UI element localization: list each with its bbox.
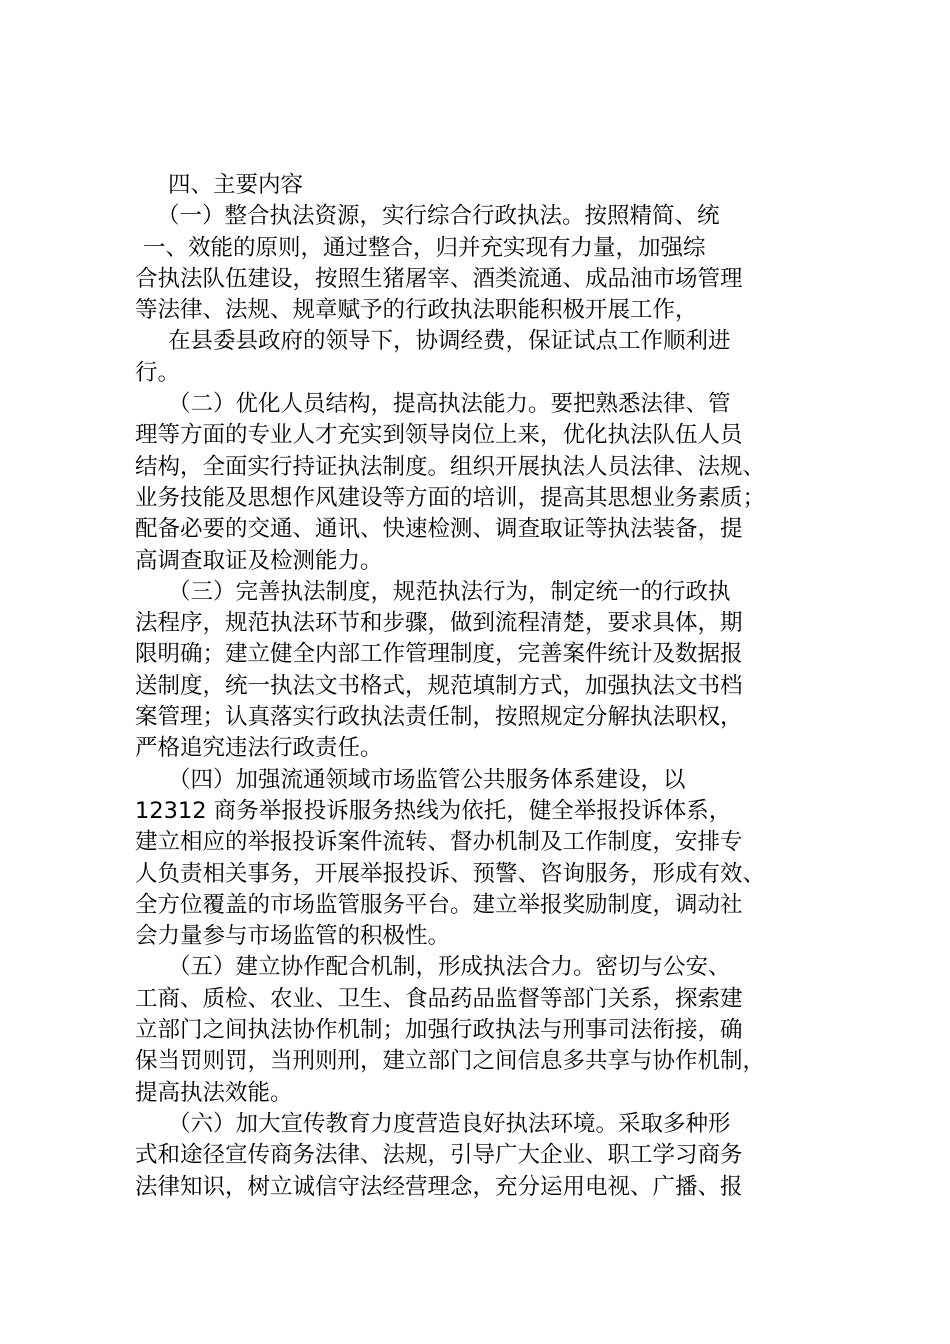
text-line: 建立相应的举报投诉案件流转、督办机制及工作制度，安排专 bbox=[135, 829, 743, 856]
text-line: （一）整合执法资源，实行综合行政执法。按照精简、统 bbox=[157, 203, 720, 230]
text-line: 提高执法效能。 bbox=[135, 1079, 293, 1106]
text-line: 工商、质检、农业、卫生、食品药品监督等部门关系，探索建 bbox=[135, 985, 743, 1012]
text-line: 高调查取证及检测能力。 bbox=[135, 547, 383, 574]
text-line: （三）完善执法制度，规范执法行为，制定统一的行政执 bbox=[168, 578, 731, 605]
text-line: 合执法队伍建设，按照生猪屠宰、酒类流通、成品油市场管理 bbox=[135, 265, 743, 292]
text-line: 行。 bbox=[135, 359, 181, 386]
text-line: 法程序，规范执法环节和步骤，做到流程清楚，要求具体，期 bbox=[135, 610, 743, 637]
text-line: 业务技能及思想作风建设等方面的培训，提高其思想业务素质； bbox=[135, 484, 766, 511]
text-line: 法律知识，树立诚信守法经营理念，充分运用电视、广播、报 bbox=[135, 1173, 743, 1200]
text-line: （二）优化人员结构，提高执法能力。要把熟悉法律、管 bbox=[168, 391, 731, 418]
text-line: 12312 商务举报投诉服务热线为依托，健全举报投诉体系， bbox=[135, 797, 732, 824]
text-line: 结构，全面实行持证执法制度。组织开展执法人员法律、法规、 bbox=[135, 453, 766, 480]
text-line: （四）加强流通领域市场监管公共服务体系建设，以 bbox=[168, 766, 686, 793]
text-line: （六）加大宣传教育力度营造良好执法环境。采取多种形 bbox=[168, 1110, 731, 1137]
text-line: 式和途径宣传商务法律、法规，引导广大企业、职工学习商务 bbox=[135, 1142, 743, 1169]
text-line: 配备必要的交通、通讯、快速检测、调查取证等执法装备，提 bbox=[135, 516, 743, 543]
text-line: 理等方面的专业人才充实到领导岗位上来，优化执法队伍人员 bbox=[135, 422, 743, 449]
text-line: （五）建立协作配合机制，形成执法合力。密切与公安、 bbox=[168, 954, 731, 981]
text-line: 在县委县政府的领导下，协调经费，保证试点工作顺利进 bbox=[168, 328, 731, 355]
text-line: 会力量参与市场监管的积极性。 bbox=[135, 923, 451, 950]
text-line: 案管理；认真落实行政执法责任制，按照规定分解执法职权， bbox=[135, 704, 743, 731]
document-body bbox=[135, 170, 855, 1203]
text-line: 立部门之间执法协作机制；加强行政执法与刑事司法衔接，确 bbox=[135, 1017, 743, 1044]
text-line: 一、效能的原则，通过整合，归并充实现有力量，加强综 bbox=[143, 234, 706, 261]
text-line: 严格追究违法行政责任。 bbox=[135, 735, 383, 762]
text-line: 等法律、法规、规章赋予的行政执法职能积极开展工作， bbox=[135, 297, 698, 324]
text-line: 送制度，统一执法文书格式，规范填制方式，加强执法文书档 bbox=[135, 672, 743, 699]
text-line: 全方位覆盖的市场监管服务平台。建立举报奖励制度，调动社 bbox=[135, 891, 743, 918]
text-line: 四、主要内容 bbox=[168, 172, 304, 198]
text-line: 人负责相关事务，开展举报投诉、预警、咨询服务，形成有效、 bbox=[135, 860, 766, 887]
text-line: 限明确；建立健全内部工作管理制度，完善案件统计及数据报 bbox=[135, 641, 743, 668]
text-line: 保当罚则罚，当刑则刑，建立部门之间信息多共享与协作机制， bbox=[135, 1048, 766, 1075]
